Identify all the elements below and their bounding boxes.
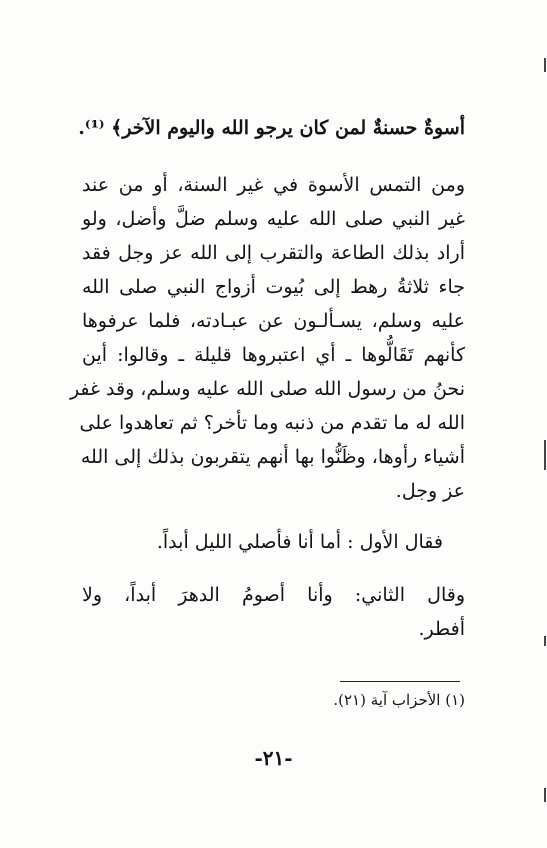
second-statement-line-2: أفطر. xyxy=(418,618,465,640)
page-edge-mark xyxy=(544,788,546,802)
page-number: -٢١- xyxy=(254,746,293,770)
page-edge-mark xyxy=(544,636,546,646)
quran-verse-ending: أسوةٌ حسنةٌ لمن كان يرجو الله واليوم الآخر﴾ ⁽¹⁾. xyxy=(78,117,465,139)
first-statement: فقال الأول : أما أنا فأصلي الليل أبداً. xyxy=(156,531,443,553)
paragraph-line-9: أشياء رأوها، وظَنُّوا بها أنهم يتقربون بذلك إلى الله xyxy=(80,446,465,468)
page-edge-mark xyxy=(544,440,546,470)
second-statement-line-1: وقال الثاني: وأنا أصومُ الدهرَ أبداً، ولا xyxy=(82,584,465,606)
footnote-separator xyxy=(340,681,460,682)
paragraph-line-5: عليه وسلم، يسـألـون عن عبـادته، فلما عرفوها xyxy=(82,310,465,332)
paragraph-line-10: عز وجل. xyxy=(395,480,465,502)
footnote: (١) الأحزاب آية (٢١). xyxy=(333,691,465,709)
paragraph-line-3: أراد بذلك الطاعة والتقرب إلى الله عز وجل فقد xyxy=(82,242,465,264)
paragraph-line-4: جاء ثلاثةُ رهط إلى بُيوت أزواج النبي صلى الله xyxy=(82,276,465,298)
paragraph-line-1: ومن التمس الأسوة في غير السنة، أو من عند xyxy=(82,174,465,196)
paragraph-line-6: كأنهم تَقَالُّوها ـ أي اعتبروها قليلة ـ وقالوا: أين xyxy=(82,344,465,366)
page-edge-mark xyxy=(544,58,546,72)
paragraph-line-7: نحنُ من رسول الله صلى الله عليه وسلم، وقد غفر xyxy=(69,378,465,400)
paragraph-line-2: غير النبي صلى الله عليه وسلم ضلَّ وأضل، ولو xyxy=(82,208,465,230)
paragraph-line-8: الله له ما تقدم من ذنبه وما تأخر؟ ثم تعاهدوا على xyxy=(79,412,465,434)
